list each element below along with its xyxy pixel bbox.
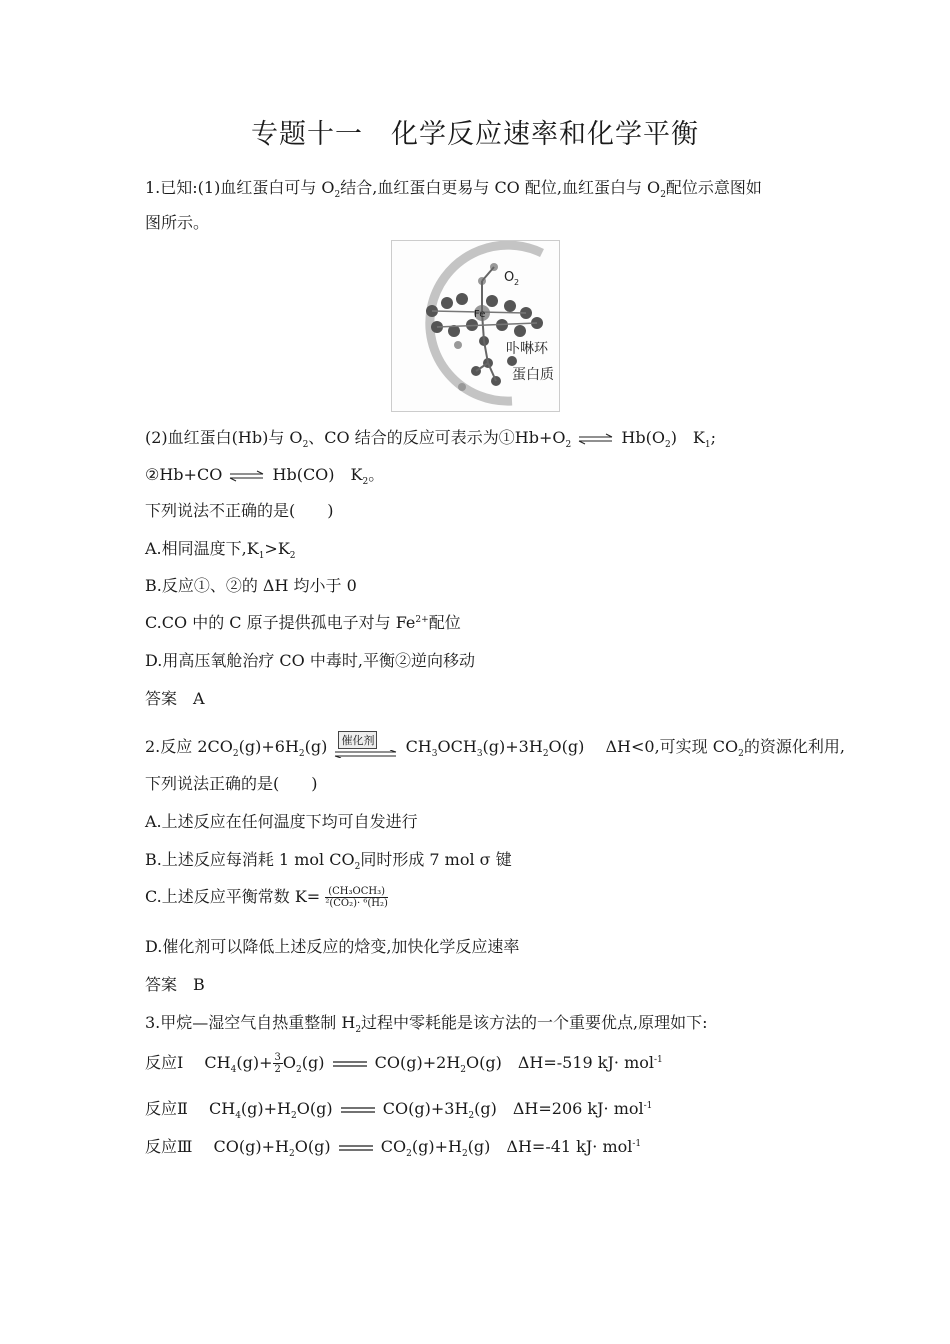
equals-arrow-icon — [338, 1143, 374, 1153]
q1-intro-line2: 图所示。 — [145, 213, 210, 232]
q1-option-b: B.反应①、②的 ΔH 均小于 0 — [145, 576, 357, 595]
q3-reaction-3: 反应Ⅲ $CO(g)+H_2O(g)$ $CO_2(g)+H_2(g)$ ΔH=-41 kJ· mol$^{-1}$ — [145, 1137, 642, 1159]
q2-answer: 答案 B — [145, 975, 205, 994]
q1-option-c: C.CO 中的 C 原子提供孤电子对与 $Fe^{2+}$配位 — [145, 613, 461, 632]
equilibrium-arrow-icon — [229, 470, 265, 482]
fe-label: Fe — [474, 309, 486, 320]
q1-option-d: D.用高压氧舱治疗 CO 中毒时,平衡②逆向移动 — [145, 651, 475, 670]
coefficient-fraction: $\frac{3}{2}$ — [274, 1052, 281, 1075]
q2-option-c: C.上述反应平衡常数 K= $\frac{\text{(CH₃OCH₃)}}{\text{²(CO₂)· ⁶(H₂)}}$ — [145, 886, 388, 909]
hemoglobin-figure — [391, 240, 560, 412]
q2-option-a: A.上述反应在任何温度下均可自发进行 — [145, 812, 418, 831]
q3-reaction-2: 反应Ⅱ $CH_4(g)+H_2O(g)$ $CO(g)+3H_2(g)$ ΔH=206 kJ· mol$^{-1}$ — [145, 1099, 653, 1121]
q2-option-d: D.催化剂可以降低上述反应的焓变,加快化学反应速率 — [145, 937, 520, 956]
equilibrium-constant-fraction: $\frac{\text{(CH₃OCH₃)}}{\text{²(CO₂)· ⁶(H₂)}}$ — [325, 886, 388, 909]
q1-stem: 下列说法不正确的是( ) — [145, 501, 334, 520]
o2-label: O — [504, 270, 515, 285]
q1-reaction-line1: (2)血红蛋白(Hb)与 $O_2$、CO 结合的反应可表示为$①Hb+O_2$ $Hb(O_2)$ $K_1$; — [145, 428, 717, 450]
protein-label: 蛋白质 — [512, 367, 554, 383]
equals-arrow-icon — [340, 1105, 376, 1115]
ring-label: 卟啉环 — [506, 341, 548, 357]
q2-option-b: B.上述反应每消耗 1 mol $CO_2$同时形成 7 mol σ 键 — [145, 850, 512, 872]
q2-stem: 下列说法正确的是( ) — [145, 774, 318, 793]
q1-reaction-line2: ②Hb+CO Hb(CO) $K_2$。 — [145, 465, 385, 487]
q1-intro-line: 1.已知:(1)血红蛋白可与 $O_2$结合,血红蛋白更易与 CO 配位,血红蛋白与 $O_2$配位示意图如 — [145, 178, 762, 200]
catalyst-label: 催化剂 — [338, 731, 377, 749]
q3-intro-line: 3.甲烷—湿空气自热重整制 $H_2$过程中零耗能是该方法的一个重要优点,原理如下: — [145, 1013, 708, 1035]
q2-reaction-line: 2.反应 $2CO_2(g)+6H_2(g)$ 催化剂 $CH_3OCH_3(g)+3H_2O(g)$ ΔH<0,可实现 $CO_2$的资源化利用, — [145, 734, 845, 759]
equilibrium-arrow-icon — [334, 750, 398, 758]
q1-option-a: A.相同温度下$,K_1>K_2$ — [145, 539, 296, 561]
equals-arrow-icon — [332, 1059, 368, 1069]
equilibrium-arrow-icon — [578, 433, 614, 445]
hemoglobin-diagram — [392, 241, 559, 411]
q3-reaction-1: 反应Ⅰ $CH_4(g)+$ $\frac{3}{2}$ $O_2(g)$ $CO(g)+2H_2O(g)$ ΔH=-519 kJ· mol$^{-1}$ — [145, 1052, 663, 1075]
o2-label-sub: 2 — [514, 278, 520, 287]
catalyst-arrow — [334, 733, 398, 759]
page-title: 专题十一 化学反应速率和化学平衡 — [251, 119, 699, 150]
q1-answer: 答案 A — [145, 689, 205, 708]
